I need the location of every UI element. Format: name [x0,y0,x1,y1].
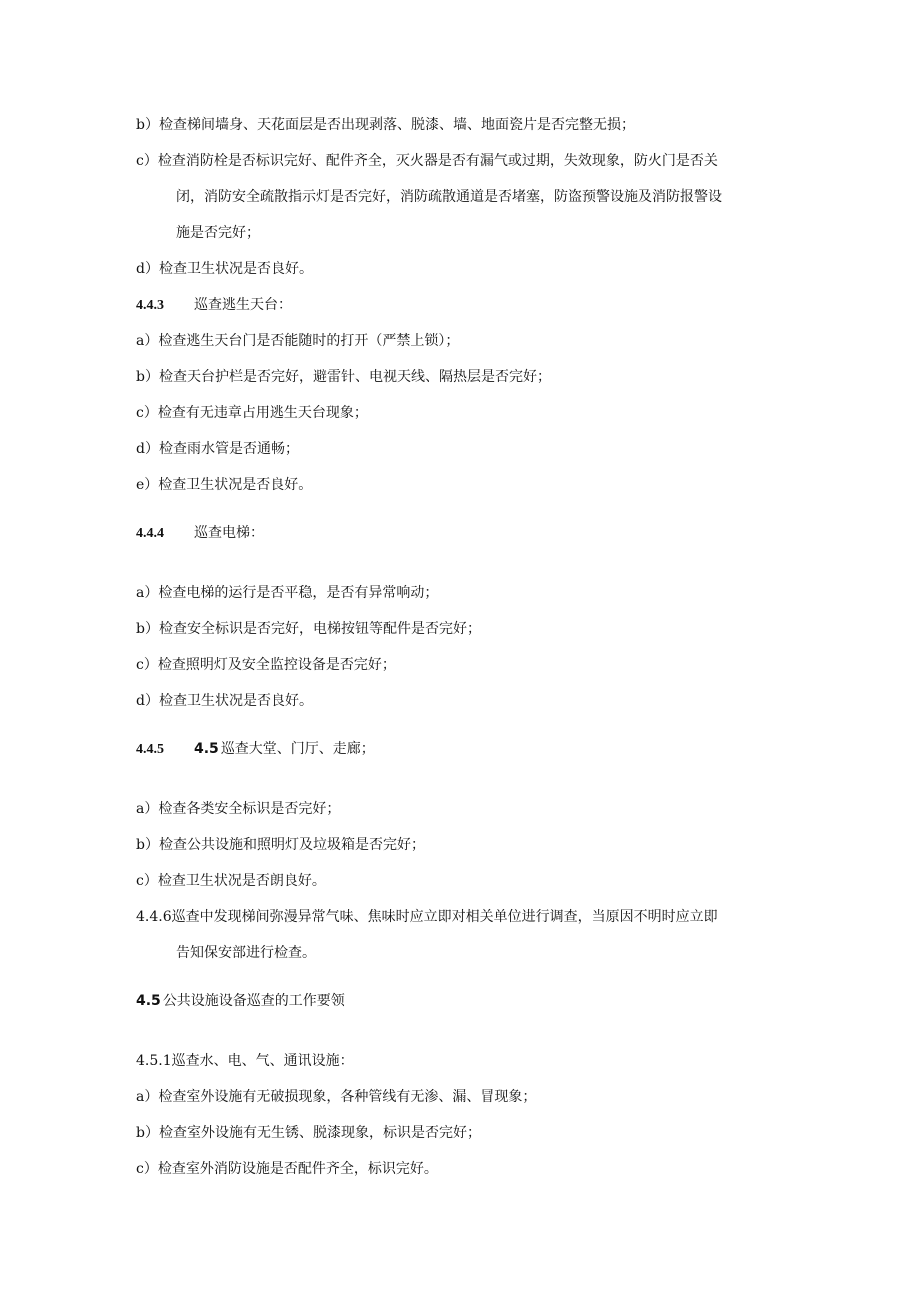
item-b-elevator-signs: b）检查安全标识是否完好，电梯按钮等配件是否完好； [136,621,481,637]
item-b-rooftop-rail: b）检查天台护栏是否完好，避雷针、电视天线、隔热层是否完好； [136,369,551,385]
paragraph-4-4-6: 4.4.6巡查中发现梯间弥漫异常气味、焦味时应立即对相关单位进行调查，当原因不明时应立即 [136,909,718,925]
item-a-safety-signs: a）检查各类安全标识是否完好； [136,801,341,817]
item-b-outdoor-rust: b）检查室外设施有无生锈、脱漆现象，标识是否完好； [136,1125,481,1141]
heading-title: 公共设施设备巡查的工作要领 [162,993,345,1009]
heading-4-4-5 [136,740,375,759]
heading-4-5 [136,992,345,1010]
item-c-hygiene: c）检查卫生状况是否朗良好。 [136,873,326,889]
item-a-outdoor-facilities: a）检查室外设施有无破损现象，各种管线有无渗、漏、冒现象； [136,1089,537,1105]
item-c-fire-equipment-end: 施是否完好； [176,225,260,241]
heading-number: 4.4.3 [136,298,164,313]
item-a-elevator-run: a）检查电梯的运行是否平稳，是否有异常响动； [136,585,439,601]
paragraph-4-5-1: 4.5.1巡查水、电、气、通讯设施： [136,1053,354,1069]
item-d-hygiene: d）检查卫生状况是否良好。 [136,693,313,709]
paragraph-4-4-6-cont: 告知保安部进行检查。 [176,945,316,961]
item-a-rooftop-door: a）检查逃生天台门是否能随时的打开（严禁上锁）； [136,333,460,349]
heading-number: 4.4.4 [136,526,164,541]
item-c-fire-equipment: c）检查消防栓是否标识完好、配件齐全，灭火器是否有漏气或过期，失效现象，防火门是否关 [136,153,718,169]
item-b-stairwell-walls: b）检查梯间墙身、天花面层是否出现剥落、脱漆、墙、地面瓷片是否完整无损； [136,117,635,133]
heading-number: 4.5 [136,993,161,1009]
item-d-hygiene: d）检查卫生状况是否良好。 [136,261,313,277]
item-c-rooftop-occupation: c）检查有无违章占用逃生天台现象； [136,405,368,421]
heading-title-number: 4.5 [194,741,219,757]
item-c-fire-equipment-cont: 闭，消防安全疏散指示灯是否完好，消防疏散通道是否堵塞，防盗预警设施及消防报警设 [176,189,722,205]
heading-title: 巡查大堂、门厅、走廊； [220,741,375,757]
heading-title: 巡查逃生天台： [194,297,292,313]
item-c-outdoor-fire: c）检查室外消防设施是否配件齐全，标识完好。 [136,1161,438,1177]
item-b-public-facilities: b）检查公共设施和照明灯及垃圾箱是否完好； [136,837,425,853]
item-c-elevator-lights: c）检查照明灯及安全监控设备是否完好； [136,657,396,673]
heading-4-4-3 [136,296,292,315]
heading-4-4-4 [136,524,264,543]
item-d-rain-pipe: d）检查雨水管是否通畅； [136,441,299,457]
heading-title: 巡查电梯： [194,525,264,541]
heading-number: 4.4.5 [136,742,164,757]
item-e-hygiene: e）检查卫生状况是否良好。 [136,477,313,493]
